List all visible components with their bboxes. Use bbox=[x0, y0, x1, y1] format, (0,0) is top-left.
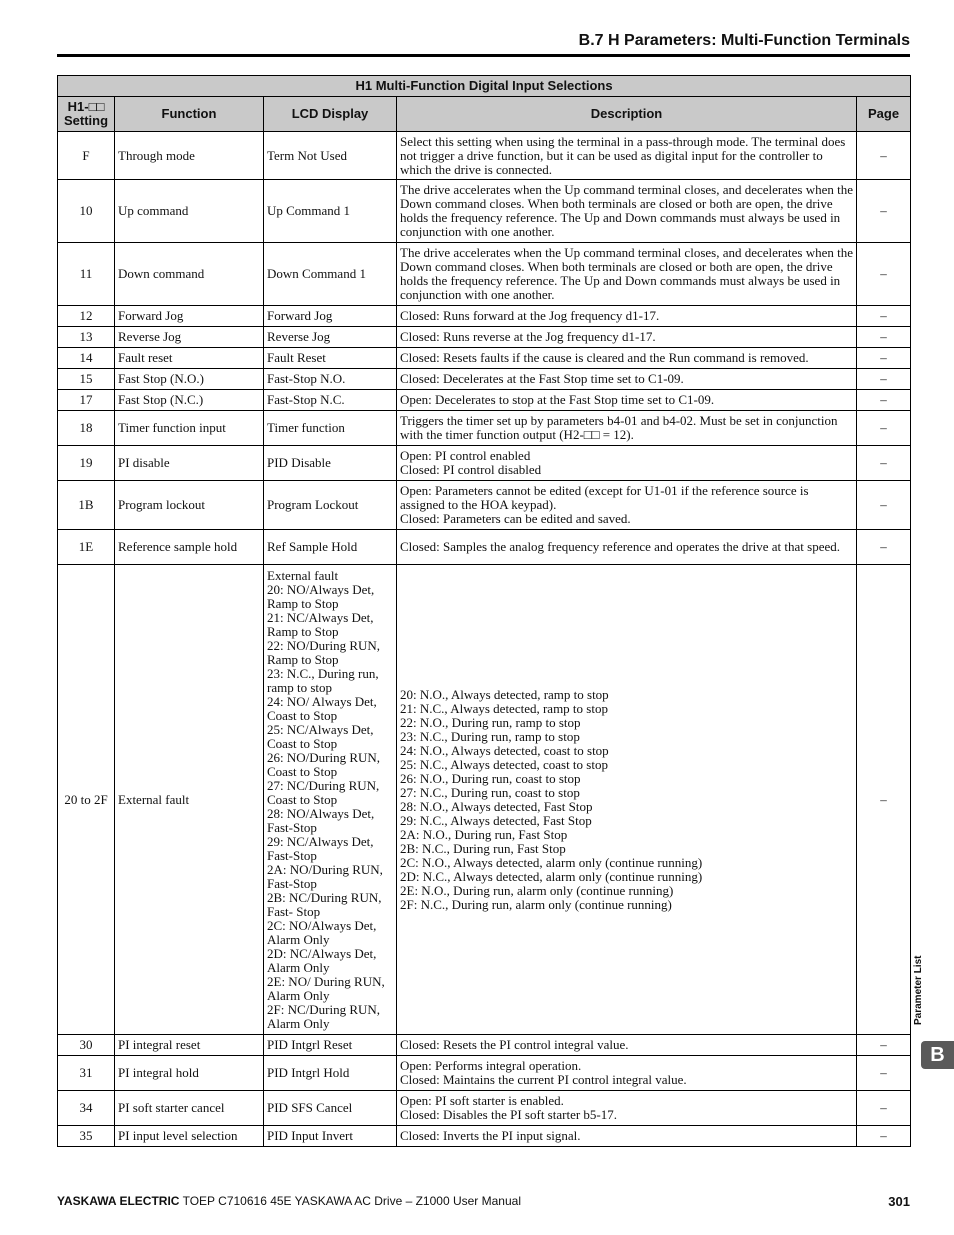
cell-lcd-display: Reverse Jog bbox=[264, 327, 397, 348]
cell-description: Open: Parameters cannot be edited (except for U1-01 if the reference source is assigned to the HOA keypad). Closed: Parameters can be edited and saved. bbox=[397, 481, 857, 530]
cell-page: – bbox=[857, 411, 911, 446]
cell-description: Open: Performs integral operation. Closed: Maintains the current PI control integral value. bbox=[397, 1056, 857, 1091]
cell-setting: 18 bbox=[58, 411, 115, 446]
cell-description: Closed: Resets the PI control integral value. bbox=[397, 1035, 857, 1056]
cell-function: PI disable bbox=[115, 446, 264, 481]
cell-description: Open: PI control enabled Closed: PI control disabled bbox=[397, 446, 857, 481]
cell-description: Open: PI soft starter is enabled. Closed: Disables the PI soft starter b5-17. bbox=[397, 1091, 857, 1126]
cell-description: Closed: Runs forward at the Jog frequency d1-17. bbox=[397, 306, 857, 327]
cell-setting: 34 bbox=[58, 1091, 115, 1126]
cell-function: Fast Stop (N.C.) bbox=[115, 390, 264, 411]
column-header-page: Page bbox=[857, 97, 911, 132]
table-row bbox=[58, 1091, 911, 1126]
cell-lcd-display: PID SFS Cancel bbox=[264, 1091, 397, 1126]
cell-lcd-display: Program Lockout bbox=[264, 481, 397, 530]
table-row bbox=[58, 1126, 911, 1147]
table-row bbox=[58, 565, 911, 1035]
cell-description: Closed: Inverts the PI input signal. bbox=[397, 1126, 857, 1147]
cell-function: Program lockout bbox=[115, 481, 264, 530]
cell-lcd-display: Fast-Stop N.O. bbox=[264, 369, 397, 390]
cell-setting: 15 bbox=[58, 369, 115, 390]
cell-page: – bbox=[857, 369, 911, 390]
cell-function: PI input level selection bbox=[115, 1126, 264, 1147]
cell-setting: 1E bbox=[58, 530, 115, 565]
cell-page: – bbox=[857, 180, 911, 243]
cell-function: Down command bbox=[115, 243, 264, 306]
cell-function: Fault reset bbox=[115, 348, 264, 369]
column-header-setting bbox=[58, 97, 115, 132]
cell-page: – bbox=[857, 446, 911, 481]
table-row bbox=[58, 446, 911, 481]
cell-description: 20: N.O., Always detected, ramp to stop 21: N.C., Always detected, ramp to stop 22: N.O., During run, ramp to stop 23: N.C., During run, ramp to stop 24: N.O., Always detected, coast to stop 25: N.C., Always detected, coast to stop 26: N.O., During run, coast to stop 27: N.C., During run, coast to stop 28: N.O., Always detected, Fast Stop 29: N.C., Always detected, Fast Stop 2A: N.O., During run, Fast Stop 2B: N.C., During run, Fast Stop 2C: N.O., Always detected, alarm only (continue running) 2D: N.C., Always detected, alarm only (continue running) 2E: N.O., During run, alarm only (continue running) 2F: N.C., During run, alarm only (continue running) bbox=[397, 565, 857, 1035]
cell-page: – bbox=[857, 327, 911, 348]
cell-page: – bbox=[857, 1035, 911, 1056]
sidebar-section-label: Parameter List bbox=[913, 955, 924, 1025]
footer-manual-title: TOEP C710616 45E YASKAWA AC Drive – Z1000 User Manual bbox=[182, 1194, 521, 1208]
cell-lcd-display: Timer function bbox=[264, 411, 397, 446]
cell-function: Through mode bbox=[115, 132, 264, 180]
cell-lcd-display: PID Input Invert bbox=[264, 1126, 397, 1147]
cell-page: – bbox=[857, 348, 911, 369]
cell-setting: 10 bbox=[58, 180, 115, 243]
cell-page: – bbox=[857, 243, 911, 306]
table-caption: H1 Multi-Function Digital Input Selections bbox=[58, 76, 911, 97]
cell-page: – bbox=[857, 1056, 911, 1091]
cell-description: The drive accelerates when the Up command terminal closes, and decelerates when the Down command closes. When both terminals are closed or both are open, the drive holds the frequency reference. The Up and Down commands must always be used in conjunction with one another. bbox=[397, 243, 857, 306]
footer-page-number: 301 bbox=[888, 1194, 910, 1209]
cell-description: Triggers the timer set up by parameters b4-01 and b4-02. Must be set in conjunction with the timer function output (H2-□□ = 12). bbox=[397, 411, 857, 446]
table-row bbox=[58, 306, 911, 327]
table-row bbox=[58, 180, 911, 243]
table-row bbox=[58, 243, 911, 306]
cell-lcd-display: External fault 20: NO/Always Det, Ramp to Stop 21: NC/Always Det, Ramp to Stop 22: NO/During RUN, Ramp to Stop 23: N.C., During run, ramp to stop 24: NO/ Always Det, Coast to Stop 25: NC/Always Det, Coast to Stop 26: NO/During RUN, Coast to Stop 27: NC/During RUN, Coast to Stop 28: NO/Always Det, Fast-Stop 29: NC/Always Det, Fast-Stop 2A: NO/During RUN, Fast-Stop 2B: NC/During RUN, Fast- Stop 2C: NO/Always Det, Alarm Only 2D: NC/Always Det, Alarm Only 2E: NO/ During RUN, Alarm Only 2F: NC/During RUN, Alarm Only bbox=[264, 565, 397, 1035]
cell-function: Reference sample hold bbox=[115, 530, 264, 565]
cell-description: Open: Decelerates to stop at the Fast Stop time set to C1-09. bbox=[397, 390, 857, 411]
table-row bbox=[58, 411, 911, 446]
cell-lcd-display: Up Command 1 bbox=[264, 180, 397, 243]
cell-setting: 1B bbox=[58, 481, 115, 530]
table-body bbox=[58, 132, 911, 1147]
cell-description: Closed: Decelerates at the Fast Stop time set to C1-09. bbox=[397, 369, 857, 390]
cell-page: – bbox=[857, 132, 911, 180]
table-row bbox=[58, 481, 911, 530]
cell-lcd-display: Fault Reset bbox=[264, 348, 397, 369]
cell-page: – bbox=[857, 481, 911, 530]
cell-function: Forward Jog bbox=[115, 306, 264, 327]
cell-description: The drive accelerates when the Up command terminal closes, and decelerates when the Down command closes. When both terminals are closed or both are open, the drive holds the frequency reference. The Up and Down commands must always be used in conjunction with one another. bbox=[397, 180, 857, 243]
column-header-setting-code: H1-□□ bbox=[67, 99, 105, 114]
cell-page: – bbox=[857, 306, 911, 327]
cell-description: Closed: Runs reverse at the Jog frequency d1-17. bbox=[397, 327, 857, 348]
header-rule bbox=[57, 54, 910, 57]
section-tab: B bbox=[921, 1041, 954, 1069]
column-header-function: Function bbox=[115, 97, 264, 132]
cell-setting: 19 bbox=[58, 446, 115, 481]
cell-setting: 14 bbox=[58, 348, 115, 369]
cell-lcd-display: PID Intgrl Reset bbox=[264, 1035, 397, 1056]
table-row bbox=[58, 1056, 911, 1091]
cell-function: PI integral hold bbox=[115, 1056, 264, 1091]
column-header-lcd: LCD Display bbox=[264, 97, 397, 132]
section-title: B.7 H Parameters: Multi-Function Terminals bbox=[578, 32, 910, 49]
cell-description: Closed: Resets faults if the cause is cleared and the Run command is removed. bbox=[397, 348, 857, 369]
table-row bbox=[58, 327, 911, 348]
cell-setting: 11 bbox=[58, 243, 115, 306]
footer-manual-info bbox=[57, 1194, 521, 1208]
cell-setting: 17 bbox=[58, 390, 115, 411]
cell-function: External fault bbox=[115, 565, 264, 1035]
table-row bbox=[58, 132, 911, 180]
cell-setting: 30 bbox=[58, 1035, 115, 1056]
cell-description: Select this setting when using the terminal in a pass-through mode. The terminal does not trigger a drive function, but it can be used as digital input for the controller to which the drive is connected. bbox=[397, 132, 857, 180]
column-header-description: Description bbox=[397, 97, 857, 132]
cell-setting: 31 bbox=[58, 1056, 115, 1091]
cell-lcd-display: Fast-Stop N.C. bbox=[264, 390, 397, 411]
cell-page: – bbox=[857, 1126, 911, 1147]
table-row bbox=[58, 390, 911, 411]
cell-setting: 13 bbox=[58, 327, 115, 348]
table-row bbox=[58, 348, 911, 369]
cell-function: Fast Stop (N.O.) bbox=[115, 369, 264, 390]
cell-description: Closed: Samples the analog frequency reference and operates the drive at that speed. bbox=[397, 530, 857, 565]
parameter-table bbox=[57, 75, 911, 1147]
cell-function: Timer function input bbox=[115, 411, 264, 446]
table-row bbox=[58, 530, 911, 565]
cell-function: Reverse Jog bbox=[115, 327, 264, 348]
cell-lcd-display: Forward Jog bbox=[264, 306, 397, 327]
table-row bbox=[58, 369, 911, 390]
cell-page: – bbox=[857, 530, 911, 565]
cell-page: – bbox=[857, 1091, 911, 1126]
cell-setting: 12 bbox=[58, 306, 115, 327]
footer-company: YASKAWA ELECTRIC bbox=[57, 1194, 180, 1208]
cell-lcd-display: PID Intgrl Hold bbox=[264, 1056, 397, 1091]
cell-lcd-display: Ref Sample Hold bbox=[264, 530, 397, 565]
cell-lcd-display: Down Command 1 bbox=[264, 243, 397, 306]
cell-page: – bbox=[857, 390, 911, 411]
cell-lcd-display: PID Disable bbox=[264, 446, 397, 481]
cell-setting: 35 bbox=[58, 1126, 115, 1147]
cell-function: PI integral reset bbox=[115, 1035, 264, 1056]
cell-lcd-display: Term Not Used bbox=[264, 132, 397, 180]
cell-setting: 20 to 2F bbox=[58, 565, 115, 1035]
cell-function: PI soft starter cancel bbox=[115, 1091, 264, 1126]
cell-page: – bbox=[857, 565, 911, 1035]
cell-function: Up command bbox=[115, 180, 264, 243]
cell-setting: F bbox=[58, 132, 115, 180]
column-header-row bbox=[58, 97, 911, 132]
table-row bbox=[58, 1035, 911, 1056]
column-header-setting-label: Setting bbox=[63, 113, 109, 128]
